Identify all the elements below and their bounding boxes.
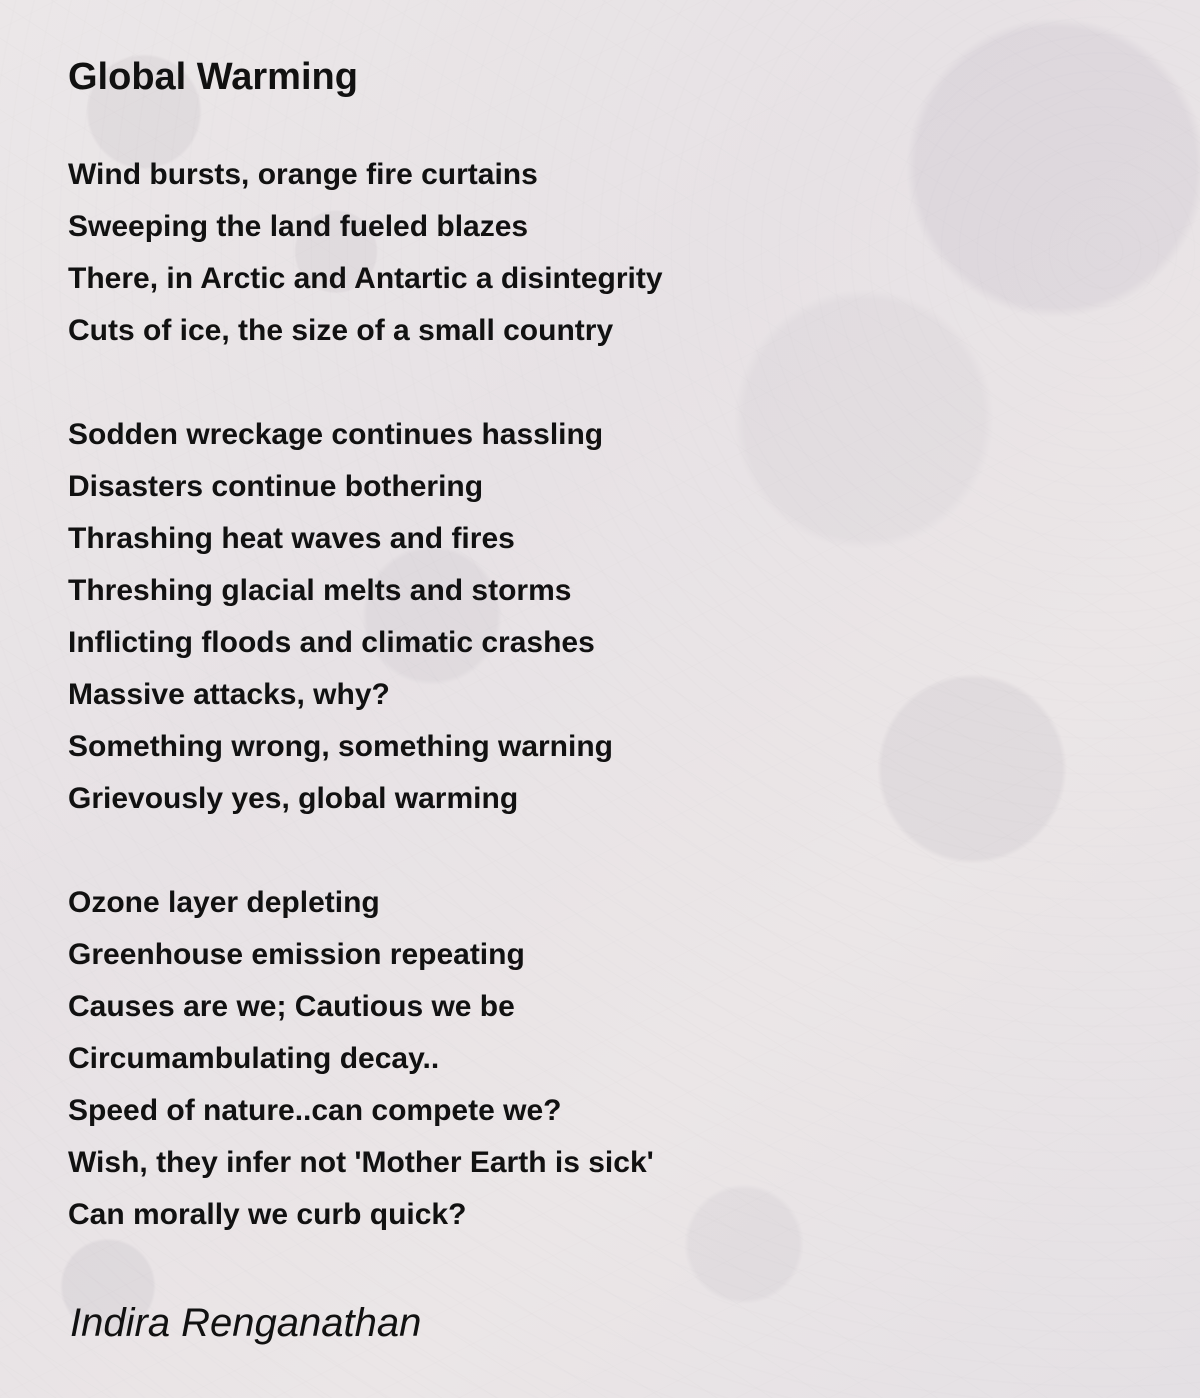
poem-line-2-2: Disasters continue bothering <box>68 470 484 503</box>
poem-line-1-1: Wind bursts, orange fire curtains <box>68 158 538 191</box>
stanza-1 <box>68 154 888 362</box>
poem-line-3-4: Circumambulating decay.. <box>68 1042 440 1075</box>
poem-line-3-5: Speed of nature..can compete we? <box>68 1094 562 1127</box>
poem-line-2-3: Thrashing heat waves and fires <box>68 522 515 555</box>
poem-body <box>68 154 888 1298</box>
poem-line-3-1: Ozone layer depleting <box>68 886 380 919</box>
poem-line-2-1: Sodden wreckage continues hassling <box>68 418 604 451</box>
poem-line-3-7: Can morally we curb quick? <box>68 1198 467 1231</box>
poem-line-3-3: Causes are we; Cautious we be <box>68 990 515 1023</box>
poem-title: Global Warming <box>68 56 358 98</box>
stanza-2 <box>68 414 888 830</box>
poem-line-1-2: Sweeping the land fueled blazes <box>68 210 529 243</box>
poem-line-2-5: Inflicting floods and climatic crashes <box>68 626 595 659</box>
poem-line-3-6: Wish, they infer not 'Mother Earth is sick' <box>68 1146 654 1179</box>
poem-line-2-7: Something wrong, something warning <box>68 730 613 763</box>
poem-line-3-2: Greenhouse emission repeating <box>68 938 525 971</box>
poem-line-1-3: There, in Arctic and Antartic a disintegrity <box>68 262 663 295</box>
poem-author: Indira Renganathan <box>70 1301 422 1345</box>
stanza-3 <box>68 882 888 1246</box>
poem-line-2-6: Massive attacks, why? <box>68 678 390 711</box>
poem-line-2-8: Grievously yes, global warming <box>68 782 519 815</box>
poem-line-2-4: Threshing glacial melts and storms <box>68 574 572 607</box>
poem-line-1-4: Cuts of ice, the size of a small country <box>68 314 614 347</box>
